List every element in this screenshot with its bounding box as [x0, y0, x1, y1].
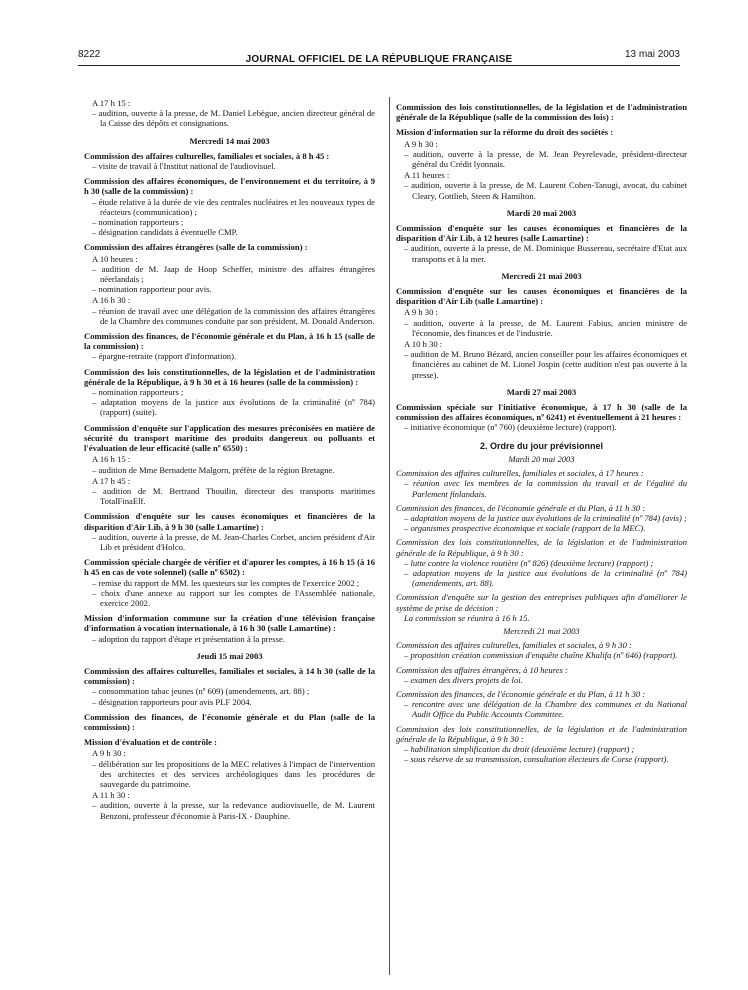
committee-heading: Commission spéciale sur l'initiative économique, à 17 h 30 (salle de la commission des affaires économiques, nº 6241) et éventuellement à 21 heures : — [396, 402, 687, 423]
date-heading: Mercredi 21 mai 2003 — [501, 270, 582, 281]
committee-heading: Commission des affaires culturelles, familiales et sociales, à 14 h 30 (salle de la commission) : — [84, 665, 375, 687]
committee-heading: Commission des finances, de l'économie générale et du Plan, à 16 h 15 (salle de la commission) : — [84, 331, 375, 352]
committee-heading: Commission d'enquête sur la gestion des entreprises publiques afin d'améliorer le système de prise de décision : — [396, 592, 687, 613]
committee-heading: Commission d'enquête sur les causes économiques et financières de la disparition d'Air Lib, à 12 heures (salle Lamartine) : — [396, 223, 687, 244]
date-heading: Mardi 20 mai 2003 — [508, 453, 575, 464]
journal-title: JOURNAL OFFICIEL DE LA RÉPUBLIQUE FRANÇAISE — [245, 54, 513, 65]
agenda-item: – adaptation moyens de la justice aux évolutions de la criminalité (nº 784) (avis) ; — [396, 513, 687, 523]
page-number: 8222 — [78, 49, 101, 60]
time-slot: A 10 heures : — [92, 253, 138, 264]
committee-heading: Commission des affaires économiques, de l'environnement et du territoire, à 9 h 30 (salle de la commission) : — [84, 176, 375, 197]
date-heading: Mardi 20 mai 2003 — [506, 207, 577, 218]
committee-heading: Commission d'enquête sur l'application des mesures préconisées en matière de sécurité du transport maritime des produits dangereux ou polluants et l'évaluation de leur efficacité (salle nº 6550) : — [84, 422, 375, 454]
agenda-item: – audition, ouverte à la presse, de M. Dominique Bussereau, secrétaire d'Etat aux transports et à la mer. — [396, 243, 687, 263]
agenda-item: – examen des divers projets de loi. — [396, 675, 687, 685]
left-column — [84, 97, 375, 821]
column-divider — [389, 97, 390, 975]
date-heading: Jeudi 15 mai 2003 — [196, 650, 263, 661]
committee-heading: Commission des lois constitutionnelles, de la législation et de l'administration générale de la République, à 9 h 30 : — [396, 537, 687, 558]
committee-heading: Commission des finances, de l'économie générale et du Plan, à 11 h 30 : — [396, 688, 646, 699]
time-slot: A 16 h 15 : — [92, 454, 131, 465]
agenda-item: – sous réserve de sa transmission, consultation électeurs de Corse (rapport). — [396, 754, 687, 764]
agenda-item: – nomination rapporteur pour avis. — [84, 284, 375, 294]
agenda-item: – audition, ouverte à la presse, de M. Jean Peyrelevade, président-directeur général du Crédit lyonnais. — [396, 149, 687, 169]
agenda-item: – étude relative à la durée de vie des centrales nucléaires et les nouveaux types de réacteurs (communication) ; — [84, 197, 375, 217]
issue-date: 13 mai 2003 — [624, 49, 680, 60]
right-column — [396, 97, 687, 764]
time-slot: A 9 h 30 : — [92, 748, 126, 759]
time-slot: A 17 h 45 : — [92, 475, 131, 486]
committee-heading: Commission des affaires culturelles, familiales et sociales, à 9 h 30 : — [396, 640, 632, 651]
agenda-item: – désignation candidats à éventuelle CMP. — [84, 227, 375, 237]
agenda-item: – adaptation moyens de la justice aux évolutions de la criminalité (nº 784) (rapport) (suite). — [84, 397, 375, 417]
agenda-item: – réunion de travail avec une délégation de la commission des affaires étrangères de la Chambre des communes conduite par son président, M. Donald Anderson. — [84, 306, 375, 326]
agenda-item: – initiative économique (nº 760) (deuxième lecture) (rapport). — [396, 422, 687, 432]
committee-heading: Commission des affaires étrangères, à 10 heures : — [396, 664, 568, 675]
agenda-item: – audition de M. Jaap de Hoop Scheffer, ministre des affaires étrangères néerlandais ; — [84, 264, 375, 284]
section-heading: 2. Ordre du jour prévisionnel — [479, 440, 604, 451]
time-slot: A 17 h 15 : — [92, 98, 131, 108]
committee-heading: Commission des affaires étrangères (salle de la commission) : — [84, 242, 308, 253]
committee-heading: Mission d'information commune sur la création d'une télévision française d'information à vocation internationale, à 16 h 30 (salle Lamartine) : — [84, 613, 375, 634]
date-heading: Mercredi 21 mai 2003 — [503, 625, 580, 636]
agenda-item: – nomination rapporteurs ; — [84, 217, 375, 227]
committee-heading: Commission des lois constitutionnelles, de la législation et de l'administration générale de la République (salle de la commission des lois) : — [396, 102, 687, 123]
agenda-item: – lutte contre la violence routière (nº 826) (deuxième lecture) (rapport) ; — [396, 558, 687, 568]
committee-heading: Commission d'enquête sur les causes économiques et financières de la disparition d'Air Lib (salle Lamartine) : — [396, 286, 687, 307]
agenda-item: – épargne-retraite (rapport d'information). — [84, 351, 375, 361]
agenda-item: – réunion avec les membres de la commission du travail et de l'égalité du Parlement finlandais. — [396, 478, 687, 498]
time-slot: A 9 h 30 : — [404, 138, 438, 149]
agenda-item: – désignation rapporteurs pour avis PLF 2004. — [84, 697, 375, 707]
time-slot: A 16 h 30 : — [92, 295, 131, 306]
agenda-item: – audition de M. Bertrand Thouilin, directeur des transports maritimes TotalFinaElf. — [84, 486, 375, 506]
committee-heading: Commission des lois constitutionnelles, de la législation et de l'administration générale de la République, à 9 h 30 et à 16 heures (salle de la commission) : — [84, 366, 375, 387]
agenda-item: – consommation tabac jeunes (nº 609) (amendements, art. 88) ; — [84, 686, 375, 696]
agenda-item: – adaptation moyens de la justice aux évolutions de la criminalité (nº 784) (amendements, art. 88). — [396, 568, 687, 588]
agenda-item: – audition, ouverte à la presse, de M. Laurent Fabius, ancien ministre de l'économie, des finances et de l'industrie. — [396, 318, 687, 338]
agenda-item: – audition, ouverte à la presse, de M. Jean-Charles Corbet, ancien président d'Air Lib et président d'Holco. — [84, 532, 375, 552]
committee-heading: Commission spéciale chargée de vérifier et d'apurer les comptes, à 16 h 15 (à 16 h 45 en cas de vote solennel) (salle nº 6502) : — [84, 557, 375, 578]
agenda-item: – visite de travail à l'Institut national de l'audiovisuel. — [84, 161, 375, 171]
date-heading: Mercredi 14 mai 2003 — [189, 135, 270, 146]
agenda-item: – audition de M. Bruno Bézard, ancien conseiller pour les affaires économiques et financières au cabinet de M. Lionel Jospin (cette audition n'est pas ouverte à la presse). — [396, 349, 687, 380]
committee-heading: Commission des affaires culturelles, familiales et sociales, à 17 heures : — [396, 468, 644, 479]
agenda-item: – délibération sur les propositions de la MEC relatives à l'impact de l'intervention des architectes et des services archéologiques dans les procédures de sauvegarde du patrimoine. — [84, 759, 375, 790]
committee-heading: Commission des affaires culturelles, familiales et sociales, à 8 h 45 : — [84, 150, 330, 161]
time-slot: A 10 h 30 : — [404, 339, 443, 350]
committee-heading: Commission des finances, de l'économie générale et du Plan (salle de la commission) : — [84, 711, 375, 732]
agenda-item: – audition, ouverte à la presse, sur la redevance audiovisuelle, de M. Laurent Benzoni, professeur d'économie à Paris-IX - Dauphine. — [84, 800, 375, 820]
time-slot: A 9 h 30 : — [404, 307, 438, 318]
committee-heading: Mission d'information sur la réforme du droit des sociétés : — [396, 127, 614, 138]
header-rule — [78, 65, 680, 66]
committee-heading: Commission des lois constitutionnelles, de la législation et de l'administration générale de la République, à 9 h 30 : — [396, 723, 687, 744]
time-slot: A 11 h 30 : — [92, 790, 130, 801]
agenda-item: – rencontre avec une délégation de la Chambre des communes et du National Audit Office du Public Accounts Committee. — [396, 699, 687, 719]
date-heading: Mardi 27 mai 2003 — [506, 386, 577, 397]
agenda-note: La commission se réunira à 16 h 15. — [404, 612, 530, 623]
agenda-item: – proposition création commission d'enquête chaîne Khalifa (nº 646) (rapport). — [396, 650, 687, 660]
agenda-item: – audition, ouverte à la presse, de M. Laurent Cohen-Tanugi, avocat, du cabinet Cleary, Gottlieb, Steen & Hamilton. — [396, 180, 687, 200]
agenda-item: – habilitation simplification du droit (deuxième lecture) (rapport) ; — [396, 744, 687, 754]
agenda-item: – audition de Mme Bernadette Malgorn, préfète de la région Bretagne. — [84, 465, 375, 475]
time-slot: A 11 heures : — [404, 170, 450, 181]
committee-heading: Commission d'enquête sur les causes économiques et financières de la disparition d'Air Lib, à 9 h 30 (salle Lamartine) : — [84, 511, 375, 532]
agenda-item: – choix d'une annexe au rapport sur les comptes de l'Assemblée nationale, exercice 2002. — [84, 588, 375, 608]
agenda-item: – organismes prospective économique et sociale (rapport de la MEC). — [396, 523, 687, 533]
agenda-item: – nomination rapporteurs ; — [84, 387, 375, 397]
committee-heading: Mission d'évaluation et de contrôle : — [84, 737, 217, 748]
committee-heading: Commission des finances, de l'économie générale et du Plan, à 11 h 30 : — [396, 502, 646, 513]
agenda-item: – adoption du rapport d'étape et présentation à la presse. — [84, 634, 375, 644]
agenda-item: – audition, ouverte à la presse, de M. Daniel Lebègue, ancien directeur général de la Caisse des dépôts et consignations. — [84, 108, 375, 128]
agenda-item: – remise du rapport de MM. les questeurs sur les comptes de l'exercice 2002 ; — [84, 578, 375, 588]
page-header — [78, 49, 680, 63]
